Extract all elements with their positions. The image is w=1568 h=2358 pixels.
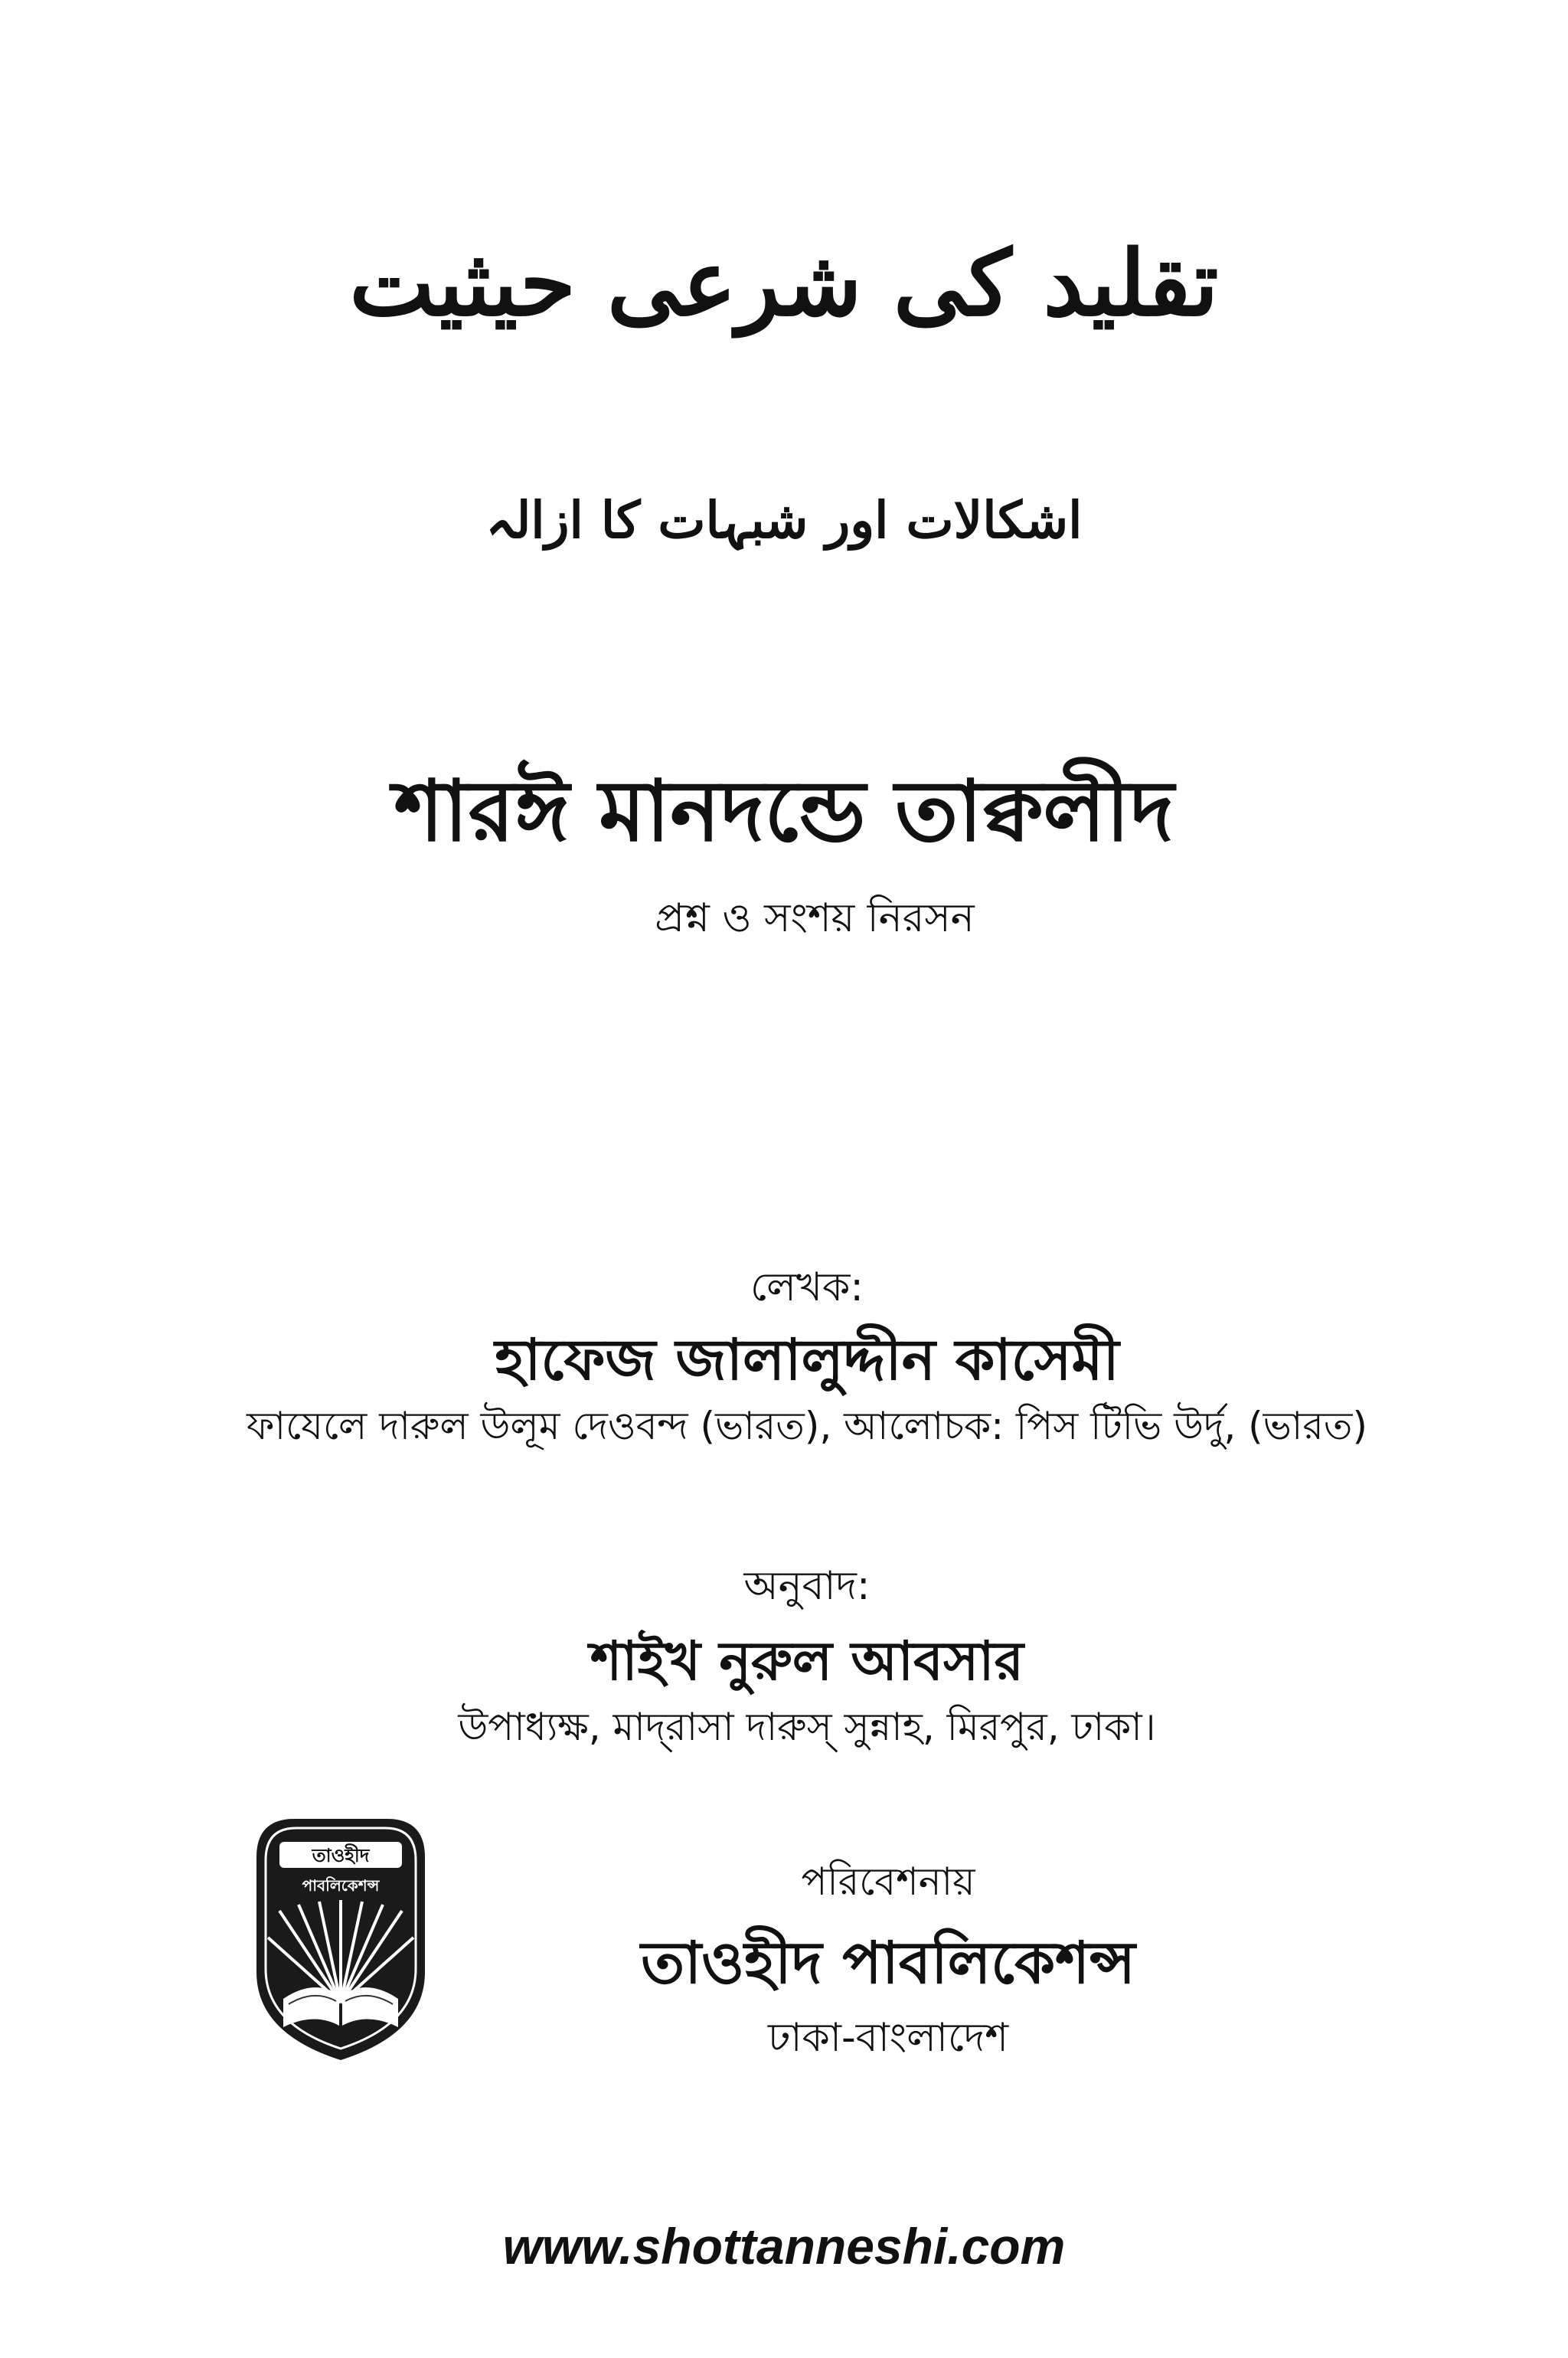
publisher-logo	[249, 1811, 433, 2064]
author-name: হাফেজ জালালুদ্দীন কাসেমী	[495, 1327, 1119, 1393]
author-description: ফাযেলে দারুল উলূম দেওবন্দ (ভারত), আলোচক: পিস টিভি উর্দু, (ভারত)	[247, 1404, 1367, 1448]
bengali-title: শারঈ মানদন্ডে তাক্বলীদ	[394, 762, 1174, 860]
logo-text-bottom: পাবলিকেশন্স	[302, 1876, 380, 1895]
translator-label: অনুবাদ:	[743, 1563, 871, 1609]
urdu-subtitle: اشکالات اور شبہات کا ازالہ	[485, 490, 1083, 550]
website-link[interactable]: www.shottanneshi.com	[502, 2218, 1066, 2275]
publisher-name: তাওহীদ পাবলিকেশন্স	[641, 1928, 1135, 1997]
author-label: লেখক:	[750, 1264, 864, 1310]
bengali-subtitle: প্রশ্ন ও সংশয় নিরসন	[655, 895, 975, 941]
translator-name: শাইখ নুরুল আবসার	[590, 1630, 1024, 1692]
translator-description: উপাধ্যক্ষ, মাদ্‌রাসা দারুস্‌ সুন্নাহ, মিরপুর, ঢাকা।	[458, 1705, 1156, 1749]
urdu-title: تقلید کی شرعی حیثیت	[349, 230, 1219, 336]
logo-text-top: তাওহীদ	[312, 1845, 370, 1866]
publisher-location: ঢাকা-বাংলাদেশ	[768, 2015, 1008, 2061]
publisher-label: পরিবেশনায়	[801, 1859, 975, 1904]
